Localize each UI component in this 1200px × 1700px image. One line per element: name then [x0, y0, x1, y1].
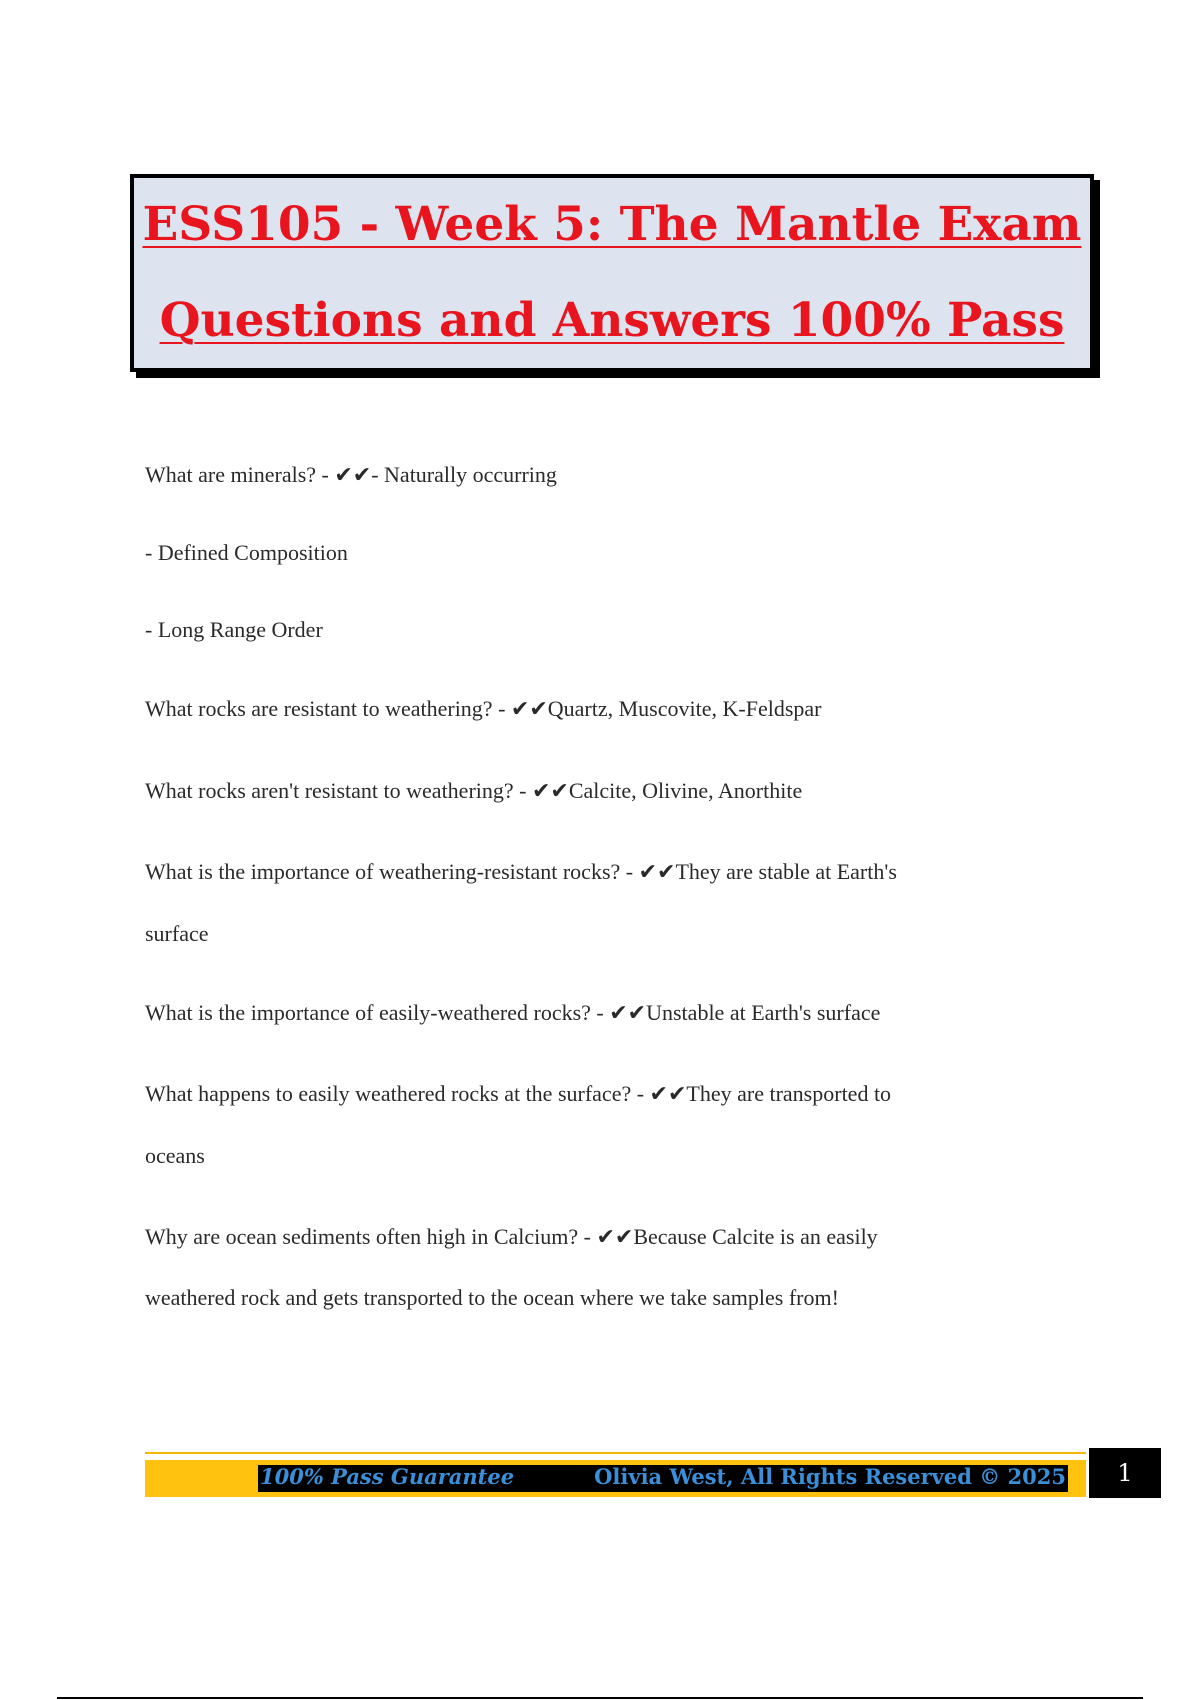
qa-line: What rocks aren't resistant to weathering? - ✔✔Calcite, Olivine, Anorthite [145, 778, 803, 803]
qa-line: Why are ocean sediments often high in Calcium? - ✔✔Because Calcite is an easily [145, 1224, 878, 1249]
bottom-divider [57, 1697, 1143, 1699]
qa-line: oceans [145, 1143, 205, 1168]
page-footer [145, 1452, 1086, 1505]
footer-copyright-text: Olivia West, All Rights Reserved © 2025 [594, 1464, 1066, 1489]
page-number: 1 [1089, 1448, 1161, 1498]
qa-line: surface [145, 921, 209, 946]
title-box [130, 174, 1094, 372]
footer-guarantee-text: 100% Pass Guarantee [260, 1464, 515, 1489]
qa-line: weathered rock and gets transported to the ocean where we take samples from! [145, 1285, 839, 1310]
qa-line: What are minerals? - ✔✔- Naturally occurring [145, 462, 557, 487]
document-title-line-2: Questions and Answers 100% Pass [159, 293, 1065, 348]
document-title-line-1: ESS105 - Week 5: The Mantle Exam [142, 197, 1082, 252]
qa-line: What happens to easily weathered rocks at the surface? - ✔✔They are transported to [145, 1081, 892, 1106]
qa-line: What is the importance of weathering-resistant rocks? - ✔✔They are stable at Earth's [145, 859, 897, 884]
footer-rule [145, 1452, 1086, 1454]
qa-line: - Defined Composition [145, 540, 348, 565]
qa-line: What is the importance of easily-weathered rocks? - ✔✔Unstable at Earth's surface [145, 1000, 881, 1025]
qa-line: - Long Range Order [145, 617, 323, 642]
qa-line: What rocks are resistant to weathering? - ✔✔Quartz, Muscovite, K-Feldspar [145, 696, 822, 721]
